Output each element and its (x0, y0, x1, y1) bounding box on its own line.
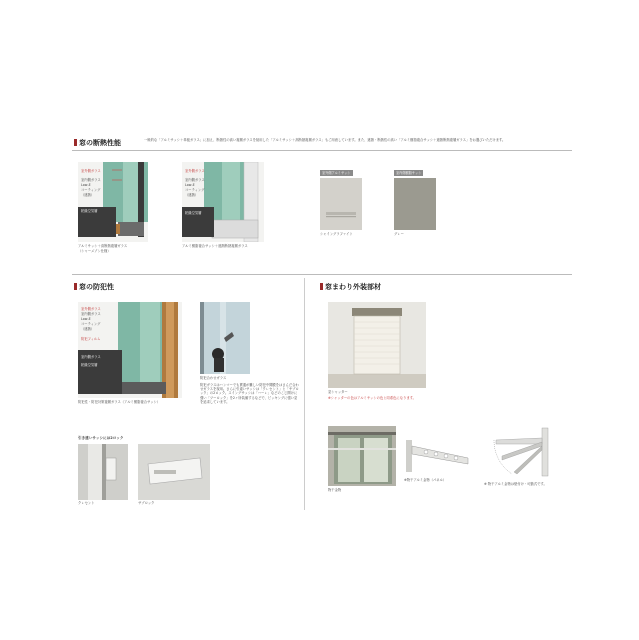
security-label-3: コーティング (81, 322, 101, 326)
security-glass-cross-section (78, 302, 182, 398)
insulation-figure-1 (78, 162, 148, 242)
hanger-motion-diagram (484, 426, 554, 478)
hanger-caption: ※物干アルミ金物（パネル） (404, 478, 447, 482)
column-divider (304, 278, 305, 510)
swatch-gray (394, 178, 436, 230)
insulation-title: 窓の断熱性能 (74, 138, 121, 148)
hammer-glass-photo (200, 302, 250, 374)
rail-photo (328, 426, 396, 486)
fig2-label-3: コーティング (185, 188, 205, 192)
security-label-5: 防犯フィルム (81, 337, 101, 341)
insulation-intro: 一般的な「アルミサッシ＋単板ガラス」に加え、断熱性の高い複層ガラスを採用した「アルミサッシ＋高断熱複層ガラス」もご用意しています。また、遮熱・断熱性の高い「アルミ樹脂複合サッシ＋遮熱断熱複層ガラス」をお選びいただけます。 (144, 138, 506, 142)
shutter-photo (328, 302, 426, 388)
fig2-label-1: 室内側ガラス (185, 178, 205, 182)
lock-title: 引き違いサッシには2ロック (78, 436, 124, 440)
insulation-figure-2 (182, 162, 264, 242)
fig1-label-4: （遮熱） (81, 193, 95, 197)
fig2-caption-1: アルミ樹脂複合サッシ＋遮熱断熱複層ガラス (182, 244, 248, 248)
fig2-label-2: Low-E (185, 183, 195, 187)
hanger-image (404, 436, 476, 476)
fig1-label-2: Low-E (81, 183, 91, 187)
fig1-label-3: コーティング (81, 188, 101, 192)
window-shutter-photo (328, 302, 426, 388)
lock-photo-2 (138, 444, 210, 500)
security-fig-caption: 防犯性・防犯対策複層ガラス（アルミ樹脂複合サッシ） (78, 400, 161, 404)
lock-photo-1 (78, 444, 128, 500)
silver-sash-sample (320, 178, 362, 230)
fig1-caption-1: アルミサッシ＋高断熱複層ガラス (78, 244, 128, 248)
lock-2-caption: サブロック (138, 501, 155, 505)
security-body: 防犯ガラスはハンマーでも貫通が難しい防犯中間膜をはさんだ合わせガラスを採用。さらに引違いサッシは「クレセント」と「サブロック」の2ロック。スイングサッシは「ハーレ」などのこじ開けに強い「ツーロック」を2ヶ所装備するなどで、ピッキングに強い窓を追求しています。 (200, 383, 299, 404)
shutter-caption-2: ※シャッターの色はアルミサッシの色と同系色になります。 (328, 396, 416, 400)
hanger-note: ※ 物干アルミ金物は壁付け・可動式です。 (484, 482, 547, 486)
hanger-diagram (484, 426, 554, 478)
fig2-label-0: 室外側ガラス (185, 169, 205, 173)
security-label-1: 室内側ガラス (81, 312, 101, 316)
security-title: 窓の防犯性 (74, 282, 114, 292)
catalog-page (64, 132, 576, 516)
security-label-6: 室内側ガラス (81, 355, 101, 359)
security-label-4: （遮熱） (81, 327, 95, 331)
fig1-label-1: 室内側ガラス (81, 178, 101, 182)
shutter-caption-1: 窓シャッター (328, 390, 348, 394)
fig1-label-5: 乾燥空気層 (81, 209, 98, 213)
swatch-1-caption: シャイングラファイト (320, 232, 353, 236)
security-photo (200, 302, 250, 374)
rail-caption: 物干金物 (328, 488, 342, 492)
swatch-2-label: 室内側樹脂サッシ (396, 171, 422, 175)
swatch-silver (320, 178, 362, 230)
security-label-7: 乾燥空気層 (81, 363, 98, 367)
sub-lock-photo (138, 444, 210, 500)
fig1-caption-2: （シャーメゾン仕様） (78, 249, 111, 253)
swatch-2-caption: グレー (394, 232, 404, 236)
lock-1-caption: クレセント (78, 501, 95, 505)
swatch-1-label: 室外側アルミサッシ (322, 171, 351, 175)
security-label-0: 室外側ガラス (81, 307, 101, 311)
sash-cross-section-1 (78, 162, 148, 242)
exterior-title: 窓まわり外装部材 (320, 282, 381, 292)
security-photo-caption: 防犯合わせガラス (200, 376, 227, 380)
clothes-hanger-illustration (404, 436, 476, 476)
security-figure (78, 302, 182, 398)
divider-top (72, 150, 572, 151)
crescent-lock-photo (78, 444, 128, 500)
sash-cross-section-2 (182, 162, 264, 242)
security-label-2: Low-E (81, 317, 91, 321)
fig1-label-0: 室外側ガラス (81, 169, 101, 173)
balcony-rail-photo (328, 426, 396, 486)
divider-middle (72, 274, 572, 275)
fig2-label-5: 乾燥空気層 (185, 211, 202, 215)
fig2-label-4: （遮熱） (185, 193, 199, 197)
